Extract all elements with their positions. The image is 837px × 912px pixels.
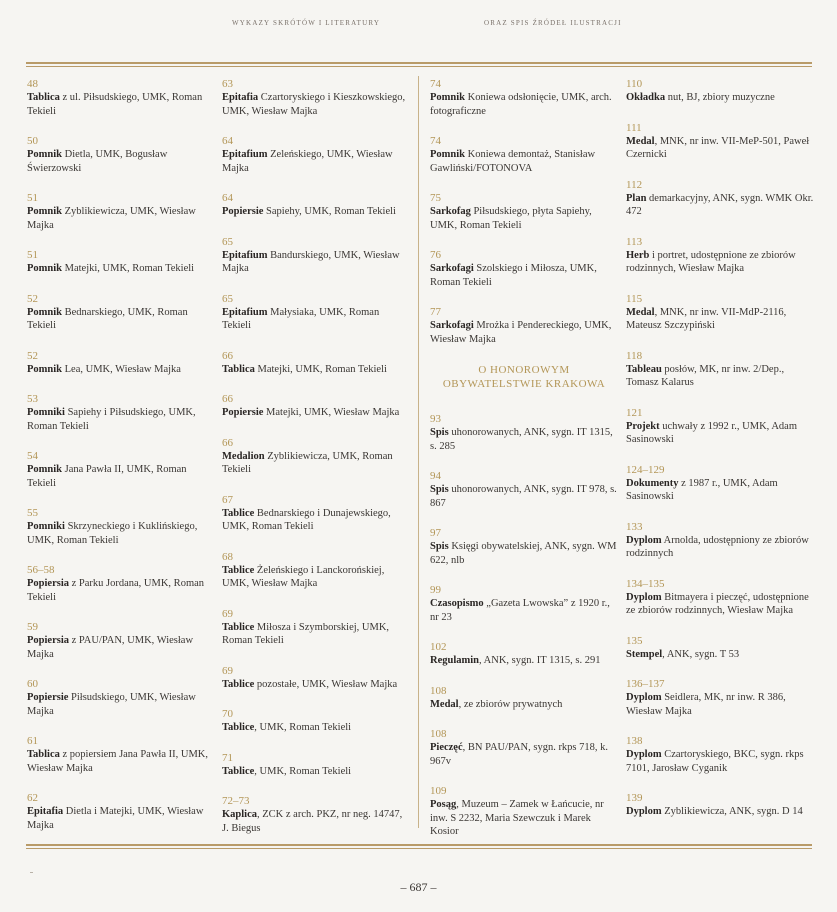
entry-source: , ANK, sygn. T 53: [662, 648, 740, 660]
entry-source: Dietla, UMK, Bogusław Świerzowski: [27, 149, 168, 174]
entry-page-number: 53: [27, 393, 38, 405]
entry-description: [430, 205, 618, 232]
entry-page-number: 56–58: [27, 564, 55, 576]
index-entry: [222, 293, 410, 333]
entry-page-number: 54: [27, 450, 38, 462]
entry-subject: Popiersie: [27, 692, 69, 703]
entry-source: Małysiaka, UMK, Roman Tekieli: [222, 306, 380, 331]
entry-source: Piłsudskiego, płyta Sapiehy, UMK, Roman Tekieli: [430, 206, 592, 231]
entry-source: z Parku Jordana, UMK, Roman Tekieli: [27, 578, 205, 603]
entry-page-number: 68: [222, 550, 233, 563]
entry-page-number: 118: [626, 349, 643, 362]
index-entry: [27, 564, 215, 604]
entry-source: Czartoryskiego, BKC, sygn. rkps 7101, Jarosław Cyganik: [626, 749, 804, 774]
index-entry: [626, 735, 814, 775]
bottom-rule-thin: [26, 848, 812, 849]
index-entry: [222, 795, 410, 835]
entry-source: Koniewa odsłonięcie, UMK, arch. fotograficzne: [430, 92, 612, 117]
index-entry: [626, 236, 814, 276]
index-entry: [626, 635, 814, 662]
bottom-rule: [26, 844, 812, 846]
entry-description: [430, 798, 618, 839]
entry-subject: Regulamin: [430, 655, 480, 666]
entry-page-number: 76: [430, 249, 441, 261]
entry-source: uhonorowanych, ANK, sygn. IT 978, s. 867: [430, 484, 617, 509]
index-entry: [222, 708, 410, 735]
entry-description: [222, 808, 410, 835]
entry-description: [222, 678, 410, 692]
index-entry: [430, 728, 618, 768]
entry-description: [626, 306, 814, 333]
entry-subject: Sarkofagi: [430, 263, 474, 274]
index-entry: [222, 551, 410, 591]
entry-description: [222, 406, 410, 420]
entry-description: [222, 564, 410, 591]
entry-description: [27, 463, 215, 490]
entry-subject: Medal: [626, 135, 655, 147]
entry-subject: Medal: [430, 698, 459, 710]
page-number: – 687 –: [400, 880, 437, 894]
entry-subject: Tablica: [222, 363, 255, 375]
entry-page-number: 63: [222, 78, 233, 90]
index-entry: [27, 192, 215, 232]
entry-description: [27, 691, 215, 718]
entry-description: [27, 406, 215, 433]
column-1: [27, 78, 215, 849]
entry-page-number: 134–135: [626, 577, 665, 590]
entry-description: [27, 805, 215, 832]
entry-source: posłów, MK, nr inw. 2/Dep., Tomasz Kalarus: [626, 363, 785, 388]
entry-subject: Pomnik: [27, 306, 63, 318]
index-entry: [27, 350, 215, 377]
entry-source: Miłosza i Szymborskiej, UMK, Roman Tekieli: [222, 621, 390, 646]
entry-page-number: 135: [626, 634, 643, 647]
index-entry: [430, 78, 618, 118]
entry-description: [27, 91, 215, 118]
entry-description: [430, 483, 618, 510]
entry-description: [626, 534, 814, 561]
index-entry: [27, 450, 215, 490]
entry-description: [27, 306, 215, 333]
section-heading: O HONOROWYM OBYWATELSTWIE KRAKOWA: [442, 364, 606, 390]
index-entry: [626, 122, 814, 162]
entry-page-number: 115: [626, 292, 643, 305]
index-entry: [626, 293, 814, 333]
entry-description: [626, 363, 814, 390]
entry-source: Zyblikiewicza, UMK, Roman Tekieli: [222, 450, 393, 475]
entry-subject: Posąg: [430, 799, 457, 810]
index-entry: [430, 685, 618, 712]
entry-page-number: 64: [222, 135, 233, 147]
entry-source: , ze zbiorów prywatnych: [458, 698, 563, 710]
entry-description: [27, 634, 215, 661]
index-entry: [27, 78, 215, 118]
entry-description: [27, 520, 215, 547]
entry-source: pozostałe, UMK, Wiesław Majka: [254, 678, 398, 690]
index-entry: [27, 678, 215, 718]
entry-subject: Sarkofagi: [430, 320, 474, 331]
entry-description: [626, 420, 814, 447]
entry-description: [27, 363, 215, 377]
index-entry: [222, 192, 410, 219]
entry-page-number: 62: [27, 792, 38, 804]
entry-subject: Kaplica: [222, 809, 258, 820]
entry-subject: Epitafia: [222, 92, 259, 103]
entry-source: Zeleńskiego, UMK, Wiesław Majka: [222, 149, 393, 174]
entry-source: Zyblikiewicza, ANK, sygn. D 14: [661, 806, 803, 817]
entry-source: uchwały z 1992 r., UMK, Adam Sasinowski: [626, 420, 797, 445]
entry-subject: Epitafium: [222, 249, 268, 261]
index-entry: [626, 464, 814, 504]
index-entry: [27, 507, 215, 547]
entry-source: , UMK, Roman Tekieli: [254, 722, 352, 733]
entry-subject: Tableau: [626, 363, 662, 375]
entry-subject: Spis: [430, 427, 449, 438]
entry-description: [430, 654, 618, 668]
entry-description: [222, 507, 410, 534]
entry-subject: Pomnik: [27, 363, 63, 375]
entry-source: Bitmayera i pieczęć, udostępnione ze zbiorów rodzinnych, Wiesław Majka: [626, 591, 809, 616]
entry-page-number: 60: [27, 678, 38, 690]
entry-subject: Pomnik: [27, 464, 63, 475]
entry-page-number: 108: [430, 728, 447, 740]
entry-source: Lea, UMK, Wiesław Majka: [62, 363, 181, 375]
entry-source: , MNK, nr inw. VII-MdP-2116, Mateusz Szczypiński: [626, 306, 787, 331]
index-entry: [430, 135, 618, 175]
entry-page-number: 124–129: [626, 463, 665, 476]
entry-description: [222, 363, 410, 377]
entry-source: , UMK, Roman Tekieli: [254, 765, 352, 777]
entry-source: i portret, udostępnione ze zbiorów rodzinnych, Wiesław Majka: [626, 249, 796, 274]
entry-description: [222, 450, 410, 477]
entry-page-number: 52: [27, 349, 38, 362]
entry-subject: Pomnik: [27, 263, 63, 274]
entry-source: Czartoryskiego i Kieszkowskiego, UMK, Wiesław Majka: [222, 92, 406, 117]
entry-description: [27, 748, 215, 775]
index-entry: [626, 179, 814, 219]
entry-subject: Pomnik: [27, 206, 63, 217]
entry-page-number: 111: [626, 121, 642, 134]
entry-subject: Popiersia: [27, 578, 69, 589]
entry-page-number: 74: [430, 78, 441, 90]
entry-page-number: 70: [222, 708, 233, 720]
entry-description: [222, 721, 410, 735]
entry-description: [27, 148, 215, 175]
entry-source: Matejki, UMK, Roman Tekieli: [254, 363, 387, 375]
entry-source: , ZCK z arch. PKZ, nr neg. 14747, J. Biegus: [222, 809, 403, 834]
entry-subject: Medal: [626, 306, 655, 318]
entry-description: [430, 698, 618, 712]
entry-page-number: 93: [430, 413, 441, 425]
index-entry: [222, 665, 410, 692]
entry-page-number: 102: [430, 641, 447, 653]
index-entry: [222, 494, 410, 534]
entry-source: , MNK, nr inw. VII-MeP-501, Paweł Czernicki: [626, 135, 810, 160]
entry-subject: Tablica: [27, 749, 60, 760]
entry-page-number: 65: [222, 235, 233, 248]
entry-source: Zyblikiewicza, UMK, Wiesław Majka: [27, 206, 196, 231]
index-entry: [626, 678, 814, 718]
index-entry: [222, 78, 410, 118]
entry-subject: Dyplom: [626, 534, 662, 546]
entry-page-number: 97: [430, 527, 441, 539]
entry-source: Matejki, UMK, Roman Tekieli: [62, 263, 195, 274]
entry-description: [626, 648, 814, 662]
entry-subject: Pomniki: [27, 407, 65, 418]
entry-source: Bednarskiego i Dunajewskiego, UMK, Roman Tekieli: [222, 507, 391, 532]
index-entry: [222, 236, 410, 276]
entry-source: Bednarskiego, UMK, Roman Tekieli: [27, 306, 188, 331]
entry-description: [430, 148, 618, 175]
entry-page-number: 64: [222, 192, 233, 204]
running-header-right: ORAZ SPIS ŹRÓDEŁ ILUSTRACJI: [484, 19, 622, 27]
index-entry: [626, 350, 814, 390]
index-entry: [626, 407, 814, 447]
entry-subject: Spis: [430, 484, 449, 495]
entry-page-number: 72–73: [222, 795, 250, 807]
entry-page-number: 99: [430, 584, 441, 596]
entry-source: demarkacyjny, ANK, sygn. WMK Okr. 472: [626, 192, 814, 217]
entry-subject: Tablice: [222, 621, 255, 633]
index-entry: [430, 584, 618, 624]
index-entry: [27, 735, 215, 775]
entry-page-number: 71: [222, 751, 233, 764]
entry-description: [430, 319, 618, 346]
entry-description: [626, 249, 814, 276]
entry-description: [222, 306, 410, 333]
entry-source: Seidlera, MK, nr inw. R 386, Wiesław Majka: [626, 692, 786, 717]
index-entry: [626, 792, 814, 819]
entry-description: [222, 91, 410, 118]
index-entry: [27, 135, 215, 175]
entry-page-number: 139: [626, 792, 643, 804]
entry-subject: Epitafium: [222, 149, 268, 160]
entry-subject: Popiersie: [222, 206, 264, 217]
entry-subject: Sarkofag: [430, 206, 471, 217]
entry-description: [430, 540, 618, 567]
index-entry: [222, 752, 410, 779]
entry-page-number: 51: [27, 249, 38, 261]
entry-source: , BN PAU/PAN, sygn. rkps 718, k. 967v: [430, 742, 609, 767]
entry-subject: Projekt: [626, 420, 660, 432]
entry-subject: Tablice: [222, 507, 255, 519]
entry-subject: Czasopismo: [430, 598, 484, 609]
entry-page-number: 94: [430, 470, 441, 482]
index-entry: [27, 293, 215, 333]
entry-page-number: 66: [222, 436, 233, 449]
entry-description: [430, 262, 618, 289]
entry-description: [626, 192, 814, 219]
index-entry: [430, 413, 618, 453]
column-3: [430, 78, 618, 856]
entry-page-number: 138: [626, 735, 643, 747]
entry-source: , ANK, sygn. IT 1315, s. 291: [479, 655, 601, 666]
entry-source: z 1987 r., UMK, Adam Sasinowski: [626, 477, 778, 502]
entry-source: z PAU/PAN, UMK, Wiesław Majka: [27, 635, 194, 660]
entry-description: [430, 426, 618, 453]
entry-description: [626, 477, 814, 504]
entry-source: z ul. Piłsudskiego, UMK, Roman Tekieli: [27, 92, 203, 117]
index-entry: [222, 135, 410, 175]
entry-page-number: 69: [222, 607, 233, 620]
index-entry: [430, 641, 618, 668]
entry-description: [222, 148, 410, 175]
entry-subject: Stempel: [626, 648, 663, 660]
entry-page-number: 75: [430, 192, 441, 204]
entry-subject: Epitafia: [27, 806, 64, 817]
entry-subject: Herb: [626, 249, 650, 261]
entry-description: [27, 577, 215, 604]
entry-subject: Pieczęć: [430, 742, 463, 753]
page-mark: [30, 872, 33, 873]
entry-page-number: 112: [626, 178, 643, 191]
entry-subject: Dyplom: [626, 692, 662, 703]
column-4: [626, 78, 814, 836]
entry-subject: Tablice: [222, 722, 255, 733]
entry-source: Matejki, UMK, Wiesław Majka: [263, 407, 400, 418]
column-gutter-rule: [418, 76, 419, 828]
entry-subject: Pomniki: [27, 521, 65, 532]
index-entry: [27, 792, 215, 832]
entry-source: Arnolda, udostępniony ze zbiorów rodzinnych: [626, 534, 809, 559]
index-entry: [430, 249, 618, 289]
entry-page-number: 136–137: [626, 678, 665, 690]
index-entry: [430, 527, 618, 567]
entry-page-number: 52: [27, 292, 38, 305]
index-entry: [430, 306, 618, 346]
index-entry: [27, 621, 215, 661]
entry-page-number: 69: [222, 664, 233, 677]
entry-description: [222, 249, 410, 276]
entry-description: [430, 91, 618, 118]
entry-source: Żeleńskiego i Lanckorońskiej, UMK, Wiesław Majka: [222, 564, 385, 589]
entry-subject: Dyplom: [626, 591, 662, 603]
entry-subject: Spis: [430, 541, 449, 552]
entry-source: Dietla i Matejki, UMK, Wiesław Majka: [27, 806, 204, 831]
entry-source: Koniewa demontaż, Stanisław Gawliński/FOTONOVA: [430, 149, 596, 174]
entry-source: Bandurskiego, UMK, Wiesław Majka: [222, 249, 400, 274]
entry-page-number: 108: [430, 684, 447, 697]
top-rule: [26, 62, 812, 64]
entry-page-number: 50: [27, 135, 38, 147]
entry-page-number: 61: [27, 735, 38, 747]
entry-page-number: 113: [626, 235, 643, 248]
entry-source: Mrożka i Pendereckiego, UMK, Wiesław Majka: [430, 320, 612, 345]
entry-subject: Tablice: [222, 765, 255, 777]
entry-subject: Tablica: [27, 92, 60, 103]
index-entry: [626, 78, 814, 105]
entry-page-number: 74: [430, 135, 441, 147]
index-entry: [626, 578, 814, 618]
entry-page-number: 67: [222, 493, 233, 506]
entry-source: Księgi obywatelskiej, ANK, sygn. WM 622, nlb: [430, 541, 617, 566]
entry-subject: Pomnik: [430, 92, 466, 103]
entry-page-number: 110: [626, 78, 643, 90]
index-entry: [27, 249, 215, 276]
index-entry: [222, 608, 410, 648]
entry-page-number: 66: [222, 349, 233, 362]
entry-source: Piłsudskiego, UMK, Wiesław Majka: [27, 692, 196, 717]
entry-page-number: 65: [222, 292, 233, 305]
entry-page-number: 48: [27, 78, 38, 90]
index-entry: [430, 785, 618, 839]
entry-subject: Medalion: [222, 450, 265, 462]
entry-description: [626, 91, 814, 105]
entry-subject: Tablice: [222, 564, 255, 576]
entry-subject: Tablice: [222, 678, 255, 690]
entry-page-number: 66: [222, 393, 233, 405]
entry-source: nut, BJ, zbiory muzyczne: [665, 92, 775, 103]
entry-page-number: 77: [430, 306, 441, 318]
index-entry: [222, 437, 410, 477]
entry-description: [27, 262, 215, 276]
entry-description: [626, 805, 814, 819]
entry-description: [626, 591, 814, 618]
column-2: [222, 78, 410, 852]
entry-page-number: 51: [27, 192, 38, 204]
entry-subject: Plan: [626, 192, 647, 204]
index-entry: [430, 192, 618, 232]
entry-subject: Dyplom: [626, 749, 662, 760]
entry-description: [222, 621, 410, 648]
index-entry: [222, 350, 410, 377]
entry-page-number: 109: [430, 785, 447, 797]
entry-source: z popiersiem Jana Pawła II, UMK, Wiesław Majka: [27, 749, 209, 774]
top-rule-thin: [26, 66, 812, 67]
entry-subject: Pomnik: [430, 149, 466, 160]
entry-page-number: 55: [27, 507, 38, 519]
index-entry: [626, 521, 814, 561]
entry-description: [222, 765, 410, 779]
entry-page-number: 133: [626, 520, 643, 533]
entry-source: uhonorowanych, ANK, sygn. IT 1315, s. 285: [430, 427, 613, 452]
entry-subject: Okładka: [626, 92, 666, 103]
entry-description: [626, 691, 814, 718]
entry-source: Szolskiego i Miłosza, UMK, Roman Tekieli: [430, 263, 597, 288]
entry-description: [27, 205, 215, 232]
entry-description: [626, 135, 814, 162]
entry-description: [626, 748, 814, 775]
index-entry: [27, 393, 215, 433]
entry-description: [222, 205, 410, 219]
entry-source: Skrzyneckiego i Kuklińskiego, UMK, Roman Tekieli: [27, 521, 198, 546]
entry-subject: Dyplom: [626, 806, 662, 817]
entry-subject: Epitafium: [222, 306, 268, 318]
entry-source: Jana Pawła II, UMK, Roman Tekieli: [27, 464, 187, 489]
entry-subject: Popiersie: [222, 407, 264, 418]
entry-source: Sapiehy i Piłsudskiego, UMK, Roman Tekieli: [27, 407, 196, 432]
entry-source: „Gazeta Lwowska” z 1920 r., nr 23: [430, 598, 610, 623]
entry-source: Sapiehy, UMK, Roman Tekieli: [263, 206, 396, 217]
entry-subject: Pomnik: [27, 149, 63, 160]
index-entry: [430, 470, 618, 510]
entry-page-number: 121: [626, 406, 643, 419]
index-entry: [222, 393, 410, 420]
entry-page-number: 59: [27, 621, 38, 633]
entry-subject: Dokumenty: [626, 477, 679, 489]
entry-description: [430, 741, 618, 768]
entry-description: [430, 597, 618, 624]
entry-source: , Muzeum – Zamek w Łańcucie, nr inw. S 2232, Maria Szewczuk i Marek Kosior: [430, 799, 604, 837]
running-header-left: WYKAZY SKRÓTÓW I LITERATURY: [232, 19, 381, 27]
entry-subject: Popiersia: [27, 635, 69, 646]
